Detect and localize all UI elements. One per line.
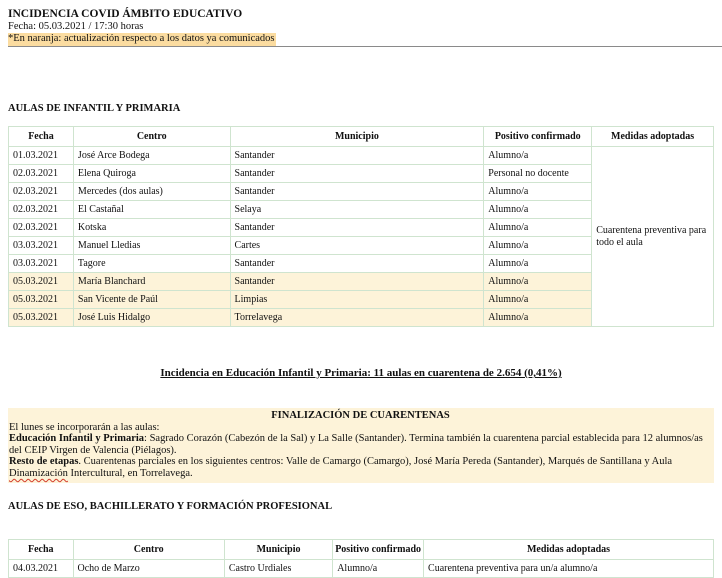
table-row [9, 147, 714, 165]
cell-positivo: Alumno/a [484, 219, 592, 237]
cell-fecha: 02.03.2021 [9, 201, 74, 219]
col-header-centro: Centro [73, 127, 230, 147]
cell-fecha: 05.03.2021 [9, 291, 74, 309]
legend-note: *En naranja: actualización respecto a los datos ya comunicados [8, 33, 275, 44]
finalizacion-paragraph-resto [9, 456, 712, 479]
cell-fecha: 05.03.2021 [9, 273, 74, 291]
cell-centro: Manuel Lledias [73, 237, 230, 255]
cell-municipio: Santander [230, 273, 484, 291]
cell-fecha: 02.03.2021 [9, 183, 74, 201]
cell-positivo: Alumno/a [484, 273, 592, 291]
eso-bachillerato-table [8, 539, 714, 578]
cell-positivo: Alumno/a [484, 237, 592, 255]
cell-municipio: Santander [230, 255, 484, 273]
finalizacion-p1-label: Educación Infantil y Primaria [9, 433, 145, 445]
spellcheck-word: Dinamización [9, 467, 68, 479]
cell-centro: Ocho de Marzo [73, 559, 224, 577]
cell-positivo: Alumno/a [333, 559, 424, 577]
cell-centro: Mercedes (dos aulas) [73, 183, 230, 201]
cell-positivo: Alumno/a [484, 291, 592, 309]
cell-municipio: Santander [230, 147, 484, 165]
cell-municipio: Santander [230, 183, 484, 201]
date-line: Fecha: 05.03.2021 / 17:30 horas [8, 21, 144, 32]
col-header-positivo: Positivo confirmado [333, 539, 424, 559]
col-header-fecha: Fecha [9, 127, 74, 147]
cell-municipio: Limpias [230, 291, 484, 309]
finalizacion-intro: El lunes se incorporarán a las aulas: [9, 421, 160, 433]
cell-fecha: 03.03.2021 [9, 237, 74, 255]
cell-centro: José Luis Hidalgo [73, 309, 230, 327]
cell-fecha: 05.03.2021 [9, 309, 74, 327]
document-page [8, 8, 714, 578]
finalizacion-paragraph-infantil [9, 433, 712, 456]
table-row [9, 559, 714, 577]
cell-positivo: Alumno/a [484, 309, 592, 327]
table-header-row [9, 127, 714, 147]
cell-positivo: Alumno/a [484, 255, 592, 273]
col-header-centro: Centro [73, 539, 224, 559]
cell-positivo: Alumno/a [484, 183, 592, 201]
cell-centro: Elena Quiroga [73, 165, 230, 183]
cell-fecha: 02.03.2021 [9, 165, 74, 183]
finalizacion-p2-label: Resto de etapas [9, 456, 79, 468]
cell-positivo: Alumno/a [484, 201, 592, 219]
cell-positivo: Personal no docente [484, 165, 592, 183]
section-eso-heading: AULAS DE ESO, BACHILLERATO Y FORMACIÓN PROFESIONAL [8, 500, 333, 512]
cell-municipio: Castro Urdiales [224, 559, 332, 577]
cell-centro: Tagore [73, 255, 230, 273]
table-header-row [9, 539, 714, 559]
cell-medidas-merged: Cuarentena preventiva para todo el aula [592, 147, 714, 327]
cell-medidas: Cuarentena preventiva para un/a alumno/a [424, 559, 714, 577]
cell-municipio: Torrelavega [230, 309, 484, 327]
cell-positivo: Alumno/a [484, 147, 592, 165]
infantil-primaria-table [8, 126, 714, 327]
cell-municipio: Santander [230, 219, 484, 237]
cell-centro: San Vicente de Paúl [73, 291, 230, 309]
cell-fecha: 04.03.2021 [9, 559, 74, 577]
cell-centro: María Blanchard [73, 273, 230, 291]
cell-fecha: 01.03.2021 [9, 147, 74, 165]
finalizacion-box-title: FINALIZACIÓN DE CUARENTENAS [271, 410, 450, 421]
section-infantil-heading: AULAS DE INFANTIL Y PRIMARIA [8, 103, 181, 114]
col-header-positivo: Positivo confirmado [484, 127, 592, 147]
col-header-medidas: Medidas adoptadas [424, 539, 714, 559]
finalizacion-p1-text: : Sagrado Corazón (Cabezón de la Sal) y La Salle (Santander). Termina también la cuarentena parcial establecida para 12 alumnos/as del CEIP Virgen de Valencia (Piélagos). [9, 433, 703, 456]
cell-centro: El Castañal [73, 201, 230, 219]
cell-municipio: Cartes [230, 237, 484, 255]
col-header-municipio: Municipio [224, 539, 332, 559]
cell-fecha: 03.03.2021 [9, 255, 74, 273]
cell-fecha: 02.03.2021 [9, 219, 74, 237]
col-header-municipio: Municipio [230, 127, 484, 147]
finalizacion-box [8, 408, 714, 483]
document-title: INCIDENCIA COVID ÁMBITO EDUCATIVO [8, 8, 243, 20]
cell-centro: Kotska [73, 219, 230, 237]
col-header-medidas: Medidas adoptadas [592, 127, 714, 147]
incidence-summary: Incidencia en Educación Infantil y Primaria: 11 aulas en cuarentena de 2.654 (0,41%) [160, 367, 562, 379]
cell-municipio: Selaya [230, 201, 484, 219]
cell-municipio: Santander [230, 165, 484, 183]
legend-rule [8, 33, 722, 47]
finalizacion-p2-text-b: Intercultural, en Torrelavega. [67, 467, 193, 479]
finalizacion-p2-text-a: . Cuarentenas parciales en los siguientes centros: Valle de Camargo (Camargo), José María Pereda (Santander), Marqués de Santillana y Aula [78, 456, 673, 468]
cell-centro: José Arce Bodega [73, 147, 230, 165]
col-header-fecha: Fecha [9, 539, 74, 559]
